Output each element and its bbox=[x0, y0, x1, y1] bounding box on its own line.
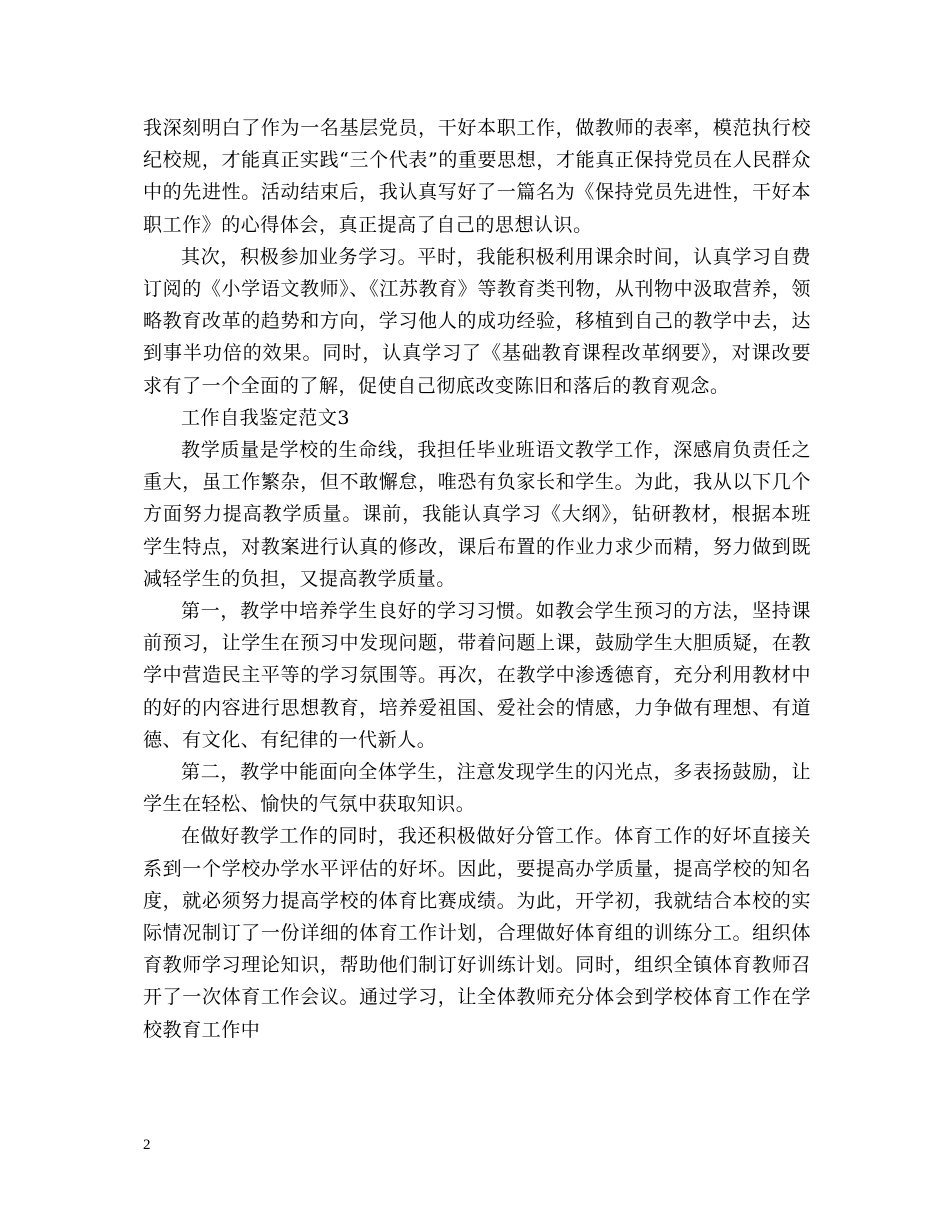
section-heading: 工作自我鉴定范文3 bbox=[181, 406, 351, 429]
paragraph-first-point: 第一，教学中培养学生良好的学习习惯。如教会学生预习的方法，坚持课前预习，让学生在预习中发现问题，带着问题上课，鼓励学生大胆质疑，在教学中营造民主平等的学习氛围等。再次，在教学中渗透德育，充分利用教材中的好的内容进行思想教育，培养爱祖国、爱社会的情感，力争做有理想、有道德、有文化、有纪律的一代新人。 bbox=[143, 600, 811, 751]
paragraph-teaching-quality: 教学质量是学校的生命线，我担任毕业班语文教学工作，深感肩负责任之重大，虽工作繁杂，但不敢懈怠，唯恐有负家长和学生。为此，我从以下几个方面努力提高教学质量。课前，我能认真学习《大纲》，钻研教材，根据本班学生特点，对教案进行认真的修改，课后布置的作业力求少而精，努力做到既减轻学生的负担，又提高教学质量。 bbox=[143, 439, 811, 590]
paragraph-continuation: 我深刻明白了作为一名基层党员，干好本职工作，做教师的表率，模范执行校纪校规，才能真正实践“三个代表”的重要思想，才能真正保持党员在人民群众中的先进性。活动结束后，我认真写好了一篇名为《保持党员先进性，干好本职工作》的心得体会，真正提高了自己的思想认识。 bbox=[143, 117, 811, 236]
paragraph-business-study: 其次，积极参加业务学习。平时，我能积极利用课余时间，认真学习自费订阅的《小学语文教师》、《江苏教育》等教育类刊物，从刊物中汲取营养，领略教育改革的趋势和方向，学习他人的成功经验，移植到自己的教学中去，达到事半功倍的效果。同时，认真学习了《基础教育课程改革纲要》，对课改要求有了一个全面的了解，促使自己彻底改变陈旧和落后的教育观念。 bbox=[143, 245, 811, 397]
page-number: 2 bbox=[143, 1137, 151, 1153]
paragraph-second-point: 第二，教学中能面向全体学生，注意发现学生的闪光点，多表扬鼓励，让学生在轻松、愉快的气氛中获取知识。 bbox=[143, 761, 811, 816]
document-body bbox=[143, 112, 811, 1046]
paragraph-management-work: 在做好教学工作的同时，我还积极做好分管工作。体育工作的好坏直接关系到一个学校办学水平评估的好坏。因此，要提高办学质量，提高学校的知名度，就必须努力提高学校的体育比赛成绩。为此，开学初，我就结合本校的实际情况制订了一份详细的体育工作计划，合理做好体育组的训练分工。组织体育教师学习理论知识，帮助他们制订好训练计划。同时，组织全镇体育教师召开了一次体育工作会议。通过学习，让全体教师充分体会到学校体育工作在学校教育工作中 bbox=[143, 825, 811, 1041]
